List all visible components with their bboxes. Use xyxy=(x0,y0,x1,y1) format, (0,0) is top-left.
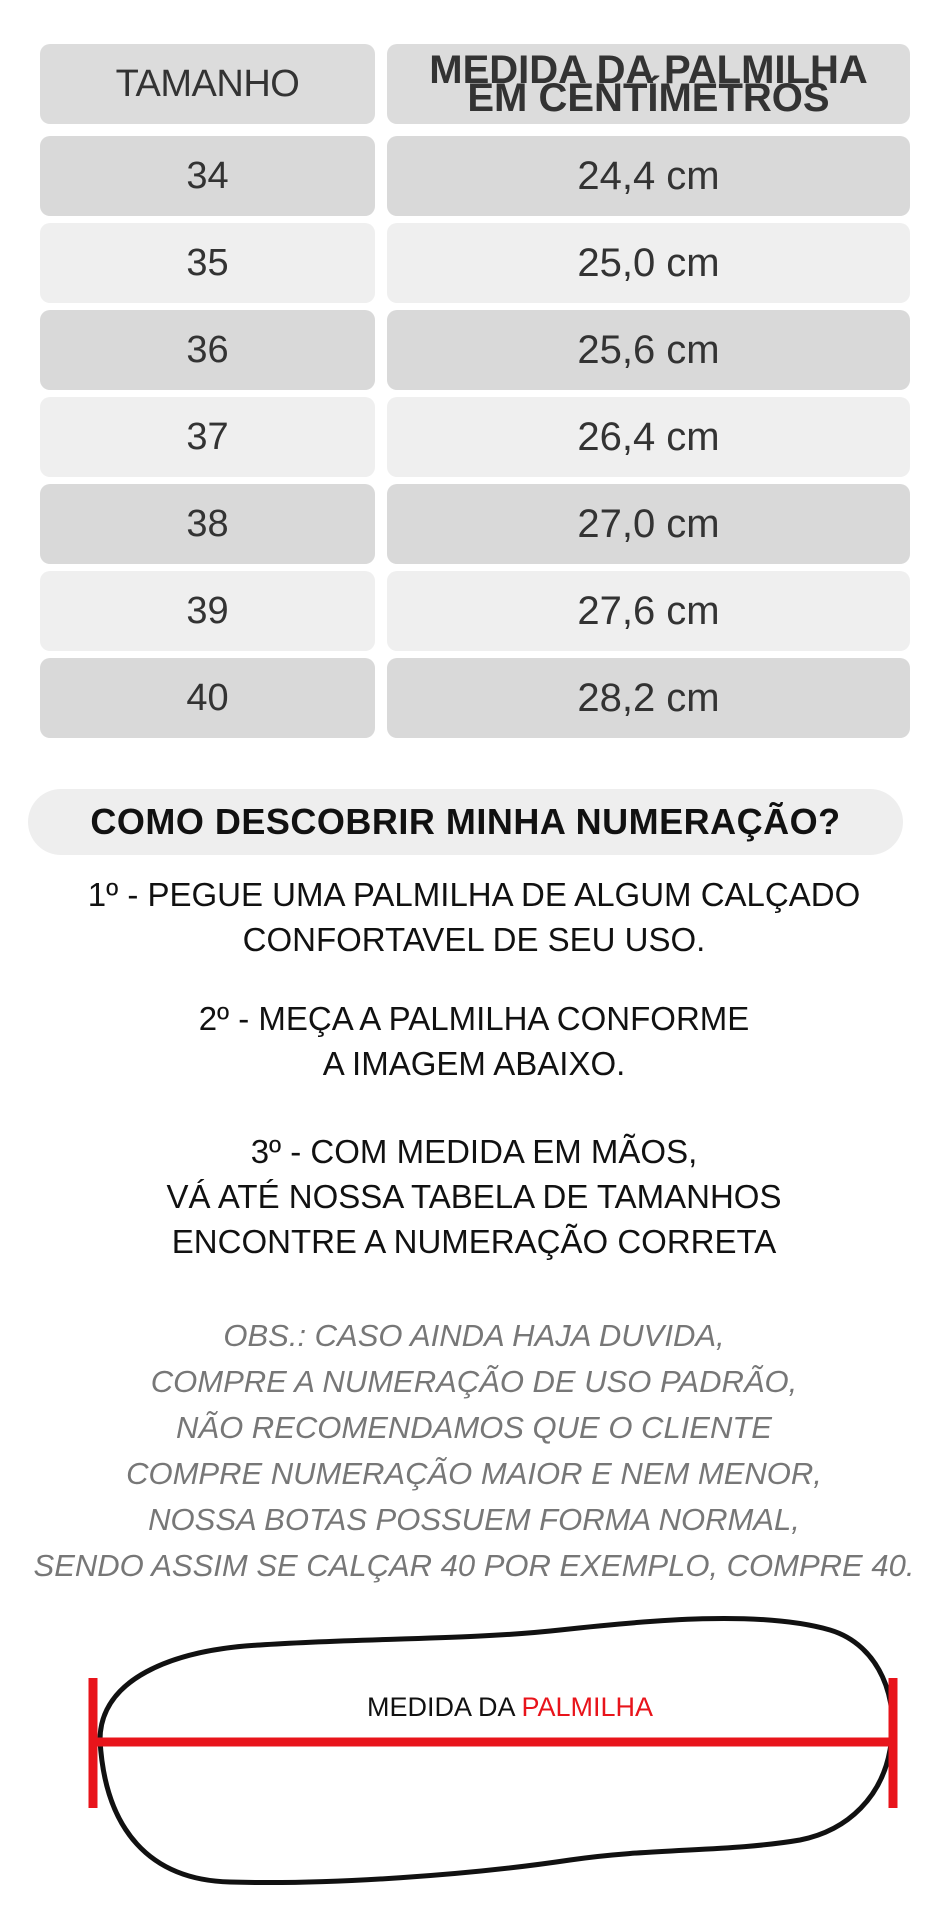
how-to-heading xyxy=(28,789,903,855)
table-row xyxy=(40,658,910,738)
measure-value: 27,6 cm xyxy=(577,588,720,633)
table-row xyxy=(40,223,910,303)
header-size-cell xyxy=(40,44,375,124)
size-value: 38 xyxy=(186,502,229,545)
size-value: 34 xyxy=(186,154,229,197)
step-3-text: 3º - COM MEDIDA EM MÃOS, VÁ ATÉ NOSSA TABELA DE TAMANHOS ENCONTRE A NUMERAÇÃO CORRETA xyxy=(166,1133,782,1260)
step-2-text: 2º - MEÇA A PALMILHA CONFORME A IMAGEM ABAIXO. xyxy=(198,1000,750,1082)
how-to-heading-text: COMO DESCOBRIR MINHA NUMERAÇÃO? xyxy=(90,801,841,842)
header-measure-cell xyxy=(387,44,910,124)
insole-diagram xyxy=(0,1590,948,1910)
measure-value: 27,0 cm xyxy=(577,501,720,546)
header-size-label: TAMANHO xyxy=(115,62,300,105)
observation-text: OBS.: CASO AINDA HAJA DUVIDA, COMPRE A NUMERAÇÃO DE USO PADRÃO, NÃO RECOMENDAMOS QUE O CLIENTE COMPRE NUMERAÇÃO MAIOR E NEM MENOR, NOSSA BOTAS POSSUEM FORMA NORMAL, SENDO ASSIM SE CALÇAR 40 POR EXEMPLO, COMPRE 40. xyxy=(33,1318,915,1583)
measure-label: MEDIDA DA PALMILHA xyxy=(366,1692,654,1722)
table-row xyxy=(40,136,910,216)
table-row xyxy=(40,310,910,390)
measure-value: 25,0 cm xyxy=(577,240,720,285)
size-value: 39 xyxy=(186,589,229,632)
measure-value: 24,4 cm xyxy=(577,153,720,198)
measure-value: 26,4 cm xyxy=(577,414,720,459)
size-value: 40 xyxy=(186,676,229,719)
header-measure-label: MEDIDA DA PALMILHA EM CENTÍMETROS xyxy=(429,48,868,120)
measure-value: 25,6 cm xyxy=(577,327,720,372)
measure-value: 28,2 cm xyxy=(577,675,720,720)
table-row xyxy=(40,484,910,564)
step-1-text: 1º - PEGUE UMA PALMILHA DE ALGUM CALÇADO CONFORTAVEL DE SEU USO. xyxy=(87,876,861,958)
insole-outline xyxy=(100,1618,893,1882)
table-row xyxy=(40,397,910,477)
size-value: 37 xyxy=(186,415,229,458)
size-value: 36 xyxy=(186,328,229,371)
table-header xyxy=(40,44,910,124)
size-value: 35 xyxy=(186,241,229,284)
table-row xyxy=(40,571,910,651)
